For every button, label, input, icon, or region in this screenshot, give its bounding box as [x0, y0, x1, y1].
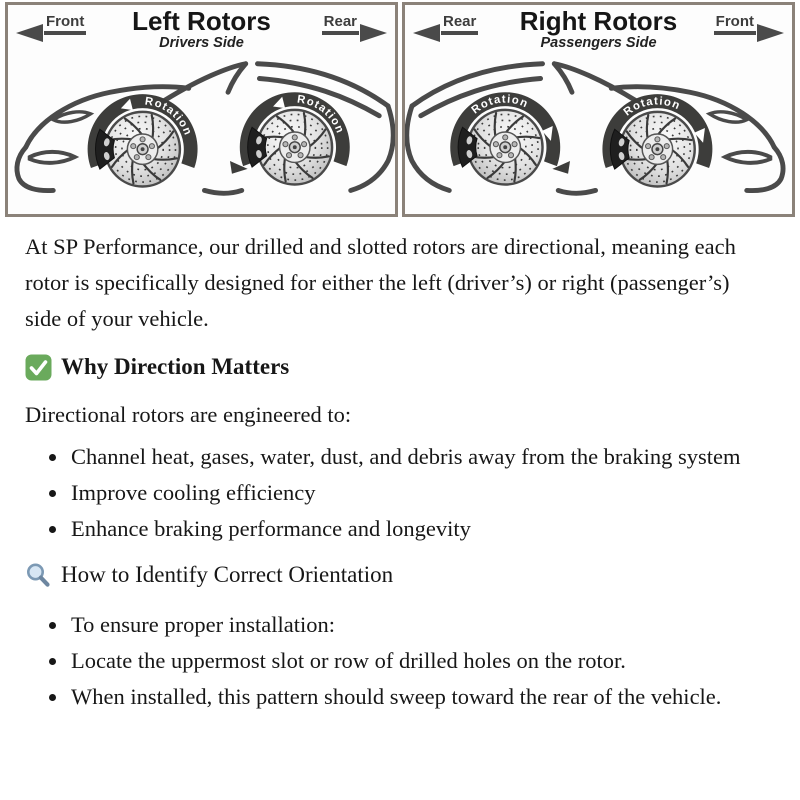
- left-panel-header: [8, 5, 395, 51]
- rear-arrow-icon: [413, 24, 440, 42]
- left-panel-title: Left Rotors: [132, 6, 271, 36]
- front-arrow-icon: [757, 24, 784, 42]
- why-direction-matters-heading: [25, 349, 760, 385]
- rotor-direction-diagram: [0, 0, 800, 217]
- left-rotors-panel: [5, 2, 398, 217]
- list-item: • Channel heat, gases, water, dust, and debris away from the braking system: [69, 439, 760, 475]
- how-bullet-list: [25, 607, 760, 715]
- list-item: • Enhance braking performance and longevity: [69, 511, 760, 547]
- intro-paragraph: At SP Performance, our drilled and slotted rotors are directional, meaning each rotor is specifically designed for either the left (driver’s) or right (passenger’s) side of your vehicle.: [25, 234, 736, 331]
- why-bullet-list: [25, 439, 760, 547]
- svg-text:Rotation: Rotation: [469, 93, 531, 117]
- front-direction-label: [714, 13, 756, 35]
- how-heading-text: How to Identify Correct Orientation: [61, 562, 394, 587]
- rear-direction-label: [322, 13, 359, 35]
- right-car-illustration: [405, 51, 792, 213]
- right-panel-subtitle: Passengers Side: [540, 35, 657, 51]
- list-item: • Locate the uppermost slot or row of drilled holes on the rotor.: [69, 643, 760, 679]
- why-heading-text: Why Direction Matters: [61, 354, 290, 379]
- rear-arrow-icon: [360, 24, 387, 42]
- svg-text:Rotation: Rotation: [144, 95, 194, 138]
- right-panel-header: [405, 5, 792, 51]
- list-item: • To ensure proper installation:: [69, 607, 760, 643]
- front-direction-label: [44, 13, 86, 35]
- check-mark-icon: [25, 354, 52, 381]
- rear-label-text: Rear: [323, 13, 357, 30]
- rear-label-text: Rear: [443, 13, 477, 30]
- article-body: [0, 217, 800, 715]
- front-label-text: Front: [46, 13, 85, 30]
- front-arrow-icon: [16, 24, 43, 42]
- front-label-text: Front: [715, 13, 754, 30]
- svg-text:Rotation: Rotation: [621, 95, 683, 119]
- list-item: • When installed, this pattern should sweep toward the rear of the vehicle.: [69, 679, 760, 715]
- list-item: • Improve cooling efficiency: [69, 475, 760, 511]
- how-to-identify-heading: [25, 557, 760, 593]
- left-panel-subtitle: Drivers Side: [159, 35, 244, 51]
- magnifying-glass-icon: [25, 562, 52, 589]
- right-panel-title: Right Rotors: [519, 6, 678, 36]
- right-rotors-panel: [402, 2, 795, 217]
- svg-text:Rotation: Rotation: [296, 93, 347, 136]
- left-car-illustration: [8, 51, 395, 213]
- rear-direction-label: [441, 13, 478, 35]
- why-lead-text: Directional rotors are engineered to:: [25, 402, 352, 427]
